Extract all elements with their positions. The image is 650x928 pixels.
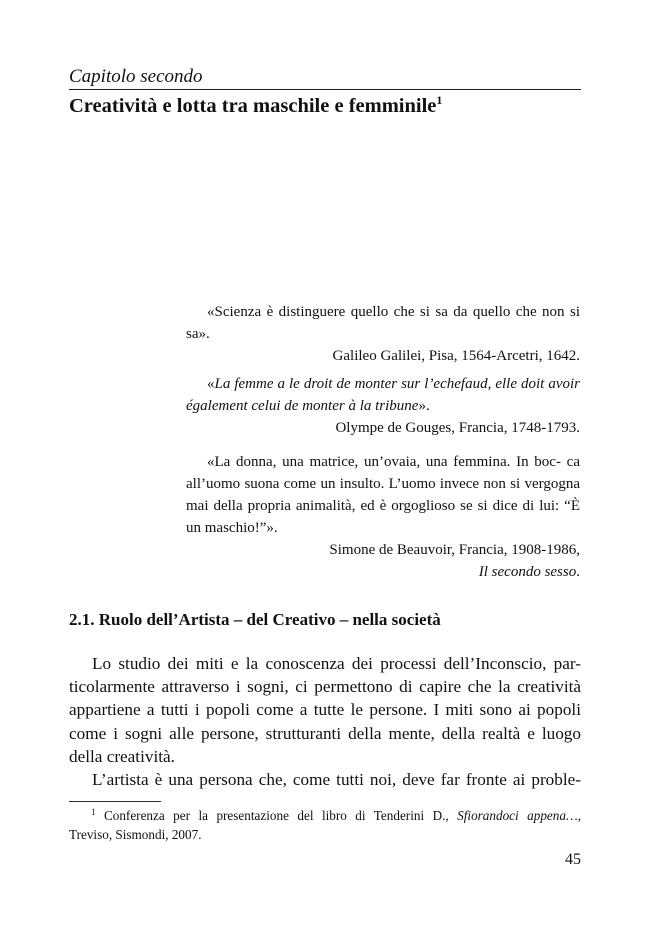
- work-suffix: .: [576, 564, 580, 580]
- body-line: Lo studio dei miti e la conoscenza dei processi dell’Inconscio, par-: [92, 654, 581, 673]
- epigraph-attribution: Simone de Beauvoir, Francia, 1908-1986,: [329, 542, 580, 558]
- quote-line: La femme a le droit de monter sur l’echefaud, elle doit: [214, 376, 545, 392]
- epigraph-quote: [186, 373, 580, 417]
- page-number: 45: [565, 851, 581, 868]
- epigraph-de-beauvoir: [186, 451, 580, 583]
- section-heading: 2.1. Ruolo dell’Artista – del Creativo – nella società: [69, 610, 441, 629]
- footnote-book-title: Sfiorandoci appena…: [457, 808, 578, 823]
- epigraph-quote: [186, 301, 580, 345]
- body-line: come i sogni alle persone, strutturanti della mente, della realtà e luogo: [69, 723, 581, 743]
- body-line: appartiene a tutti i popoli come a tutte le persone. I miti sono ai popoli: [69, 700, 581, 720]
- epigraph-de-gouges: [186, 373, 580, 439]
- epigraph-work: [186, 561, 580, 583]
- footnote-reference: 1: [436, 93, 443, 107]
- quote-line: dice di lui: “È un maschio!”».: [186, 498, 580, 536]
- footnote-text: Conferenza per la presentazione del libro di Tenderini D.,: [103, 808, 458, 823]
- chapter-title: [69, 92, 442, 120]
- footnote-text: ,: [577, 808, 581, 823]
- body-line: L’artista è una persona che, come tutti noi, deve far fronte ai proble-: [92, 769, 581, 789]
- quote-close: ».: [418, 398, 430, 414]
- chapter-title-text: Creatività e lotta tra maschile e femminile: [69, 95, 437, 117]
- footnote-line: [69, 806, 581, 825]
- epigraph-attribution: Olympe de Gouges, Francia, 1748-1793.: [335, 420, 580, 436]
- footnote-rule: [69, 801, 161, 802]
- footnote-line: Treviso, Sismondi, 2007.: [69, 827, 202, 842]
- epigraph-quote: [186, 451, 580, 539]
- quote-line: ca all’uomo suona come un insulto. L’uomo invece non si: [186, 454, 580, 492]
- epigraph-attribution: Galileo Galilei, Pisa, 1564-Arcetri, 1642.: [332, 348, 580, 364]
- quote-open: «: [207, 376, 215, 392]
- quote-line: «La donna, una matrice, un’ovaia, una femmina. In boc-: [207, 454, 561, 470]
- quote-line: «Scienza è distinguere quello che si sa da quello che non: [207, 304, 565, 320]
- footnote: [69, 806, 581, 844]
- quote-line: avoir également celui de monter à la tribune: [186, 376, 580, 414]
- header-rule: [69, 89, 581, 90]
- quote-line: si sa».: [186, 304, 580, 342]
- body-text: [69, 652, 581, 791]
- epigraph-galilei: [186, 301, 580, 367]
- footnote-number: 1: [91, 807, 96, 817]
- quote-line: vergogna mai della propria animalità, ed è orgoglioso se si: [186, 476, 580, 514]
- work-title: Il secondo sesso: [478, 564, 577, 580]
- body-line: della creatività.: [69, 746, 175, 766]
- chapter-label: Capitolo secondo: [69, 66, 203, 87]
- body-line: ticolarmente attraverso i sogni, ci permettono di capire che la creatività: [69, 677, 581, 697]
